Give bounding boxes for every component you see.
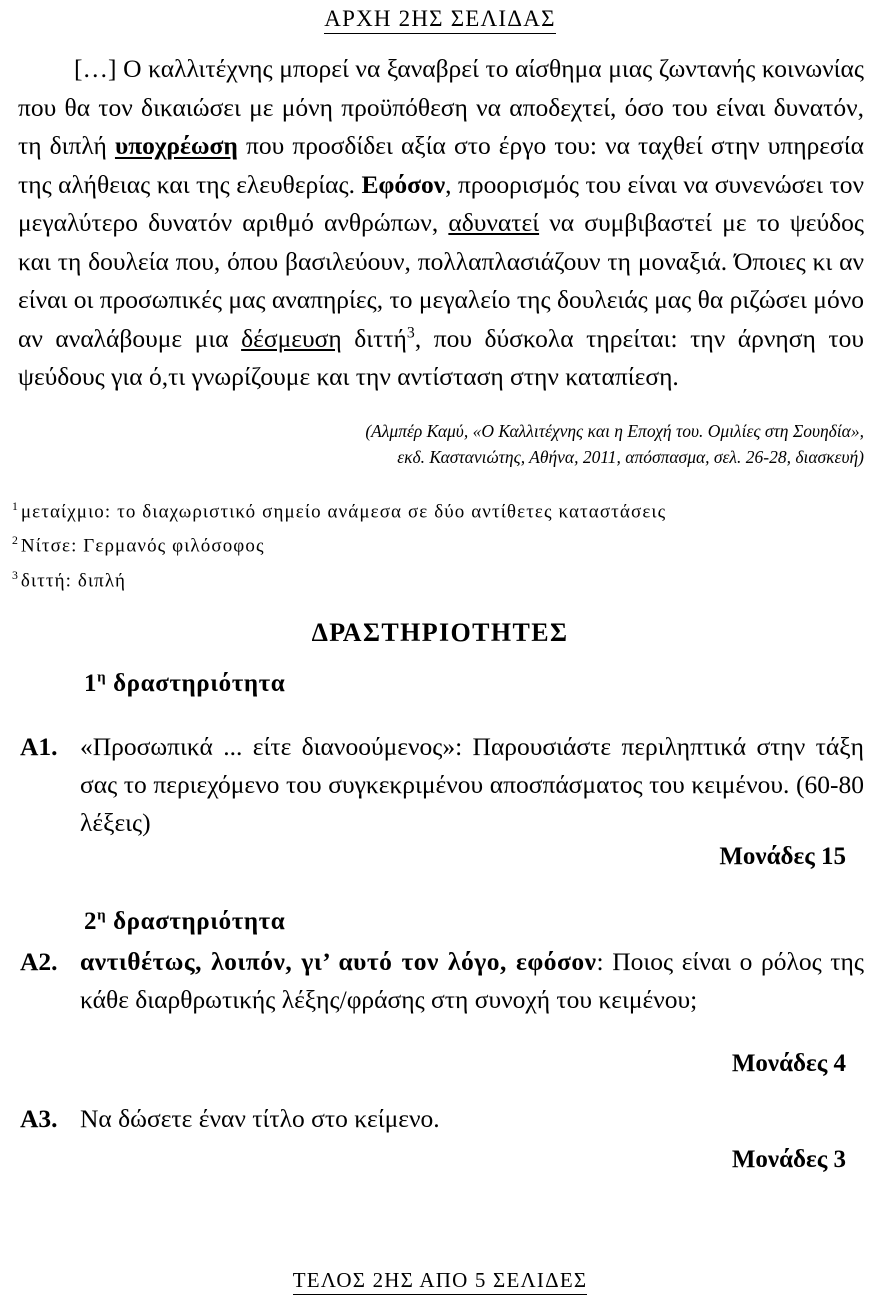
question-a2-bold-terms: αντιθέτως, λοιπόν, γι’ αυτό τον λόγο, εφόσον [80, 947, 597, 976]
footnote-text: διττή: διπλή [20, 569, 127, 591]
extract-underline-desmefsi: δέσμευση [241, 323, 342, 353]
question-a3 [20, 1100, 864, 1138]
source-citation [300, 418, 864, 470]
footnote-ref-3: 3 [406, 324, 415, 341]
activity-1-heading-word: δραστηριότητα [106, 670, 286, 697]
activity-2-heading [84, 908, 285, 936]
question-a2-label: Α2. [20, 947, 58, 976]
page-header [0, 6, 880, 32]
citation-line-2: εκδ. Καστανιώτης, Αθήνα, 2011, απόσπασμα, σελ. 26-28, διασκευή) [397, 447, 864, 467]
citation-line-1: (Αλμπέρ Καμύ, «Ο Καλλιτέχνης και η Εποχή του. Ομιλίες στη Σουηδία», [365, 421, 864, 441]
activity-1-ordinal-suffix: η [97, 669, 107, 686]
question-a2 [20, 943, 864, 1019]
activity-1-heading [84, 670, 285, 698]
question-a1-label: Α1. [20, 732, 58, 761]
page-header-text: ΑΡΧΗ 2ΗΣ ΣΕΛΙΔΑΣ [324, 6, 555, 34]
marks-a2: Μονάδες 4 [731, 1050, 846, 1077]
extract-part-5: διττή [341, 323, 407, 353]
footnote-item [12, 492, 842, 526]
activity-2-number: 2 [84, 908, 98, 935]
activities-section-title: ΔΡΑΣΤΗΡΙΟΤΗΤΕΣ [311, 618, 569, 647]
extract-bold-efoson: Εφόσον [361, 169, 446, 199]
footnote-marker: 3 [12, 568, 18, 582]
extract-part-2: που προσδίδει αξία στο έργο του: να ταχθεί στην υπηρεσία της αλήθειας και της ελευθερίας. [18, 131, 864, 199]
footnote-item [12, 526, 842, 560]
footnote-text: μεταίχμιο: το διαχωριστικό σημείο ανάμεσα σε δύο αντίθετες καταστάσεις [20, 501, 667, 523]
activity-2-heading-word: δραστηριότητα [106, 908, 286, 935]
extract-bold-underline-ypochreosi: υποχρέωση [114, 131, 238, 160]
footnotes-list [12, 492, 842, 595]
footnote-marker: 2 [12, 534, 18, 548]
footnote-marker: 1 [12, 500, 18, 513]
source-text-extract [18, 50, 864, 397]
page-footer [0, 1268, 880, 1293]
footnote-item [12, 561, 842, 595]
extract-part-1: […] Ο καλλιτέχνης μπορεί να ξαναβρεί το αίσθημα μιας ζωντανής κοινωνίας που θα τον δικαιώσει με μόνη προϋπόθεση να αποδεχτεί, όσο του είναι δυνατόν, τη διπλή [18, 54, 864, 160]
question-a1 [20, 728, 864, 842]
page-footer-text: ΤΕΛΟΣ 2ΗΣ ΑΠΟ 5 ΣΕΛΙΔΕΣ [293, 1268, 588, 1295]
question-a2-text: : Ποιος είναι ο ρόλος της κάθε διαρθρωτικής λέξης/φράσης στη συνοχή του κειμένου; [80, 947, 864, 1014]
extract-part-4: να συμβιβαστεί με το ψεύδος και τη δουλεία που, όπου βασιλεύουν, πολλαπλασιάζουν τη μοναξιά. Όποιες κι αν είναι οι προσωπικές μας αναπηρίες, το μεγαλείο της δουλειάς μας θα ριζώσει μόνο αν αναλάβουμε μια [18, 208, 864, 353]
question-a1-text: «Προσωπικά ... είτε διανοούμενος»: Παρουσιάστε περιληπτικά στην τάξη σας το περιεχόμενο του συγκεκριμένου αποσπάσματος του κειμένου. (60-80 λέξεις) [80, 732, 864, 837]
question-a3-text: Να δώσετε έναν τίτλο στο κείμενο. [80, 1104, 440, 1133]
marks-a3: Μονάδες 3 [731, 1146, 846, 1173]
extract-part-6: , που δύσκολα τηρείται: την άρνηση του ψεύδους για ό,τι γνωρίζουμε και την αντίσταση στην καταπίεση. [18, 323, 864, 391]
footnote-text: Νίτσε: Γερμανός φιλόσοφος [20, 535, 265, 557]
marks-a1: Μονάδες 15 [719, 843, 846, 870]
question-a3-label: Α3. [20, 1104, 58, 1133]
extract-underline-adynatei: αδυνατεί [448, 208, 540, 237]
activity-2-ordinal-suffix: η [97, 907, 107, 924]
extract-part-3: , προορισμός του είναι να συνενώσει τον μεγαλύτερο δυνατόν αριθμό ανθρώπων, [18, 169, 864, 237]
activity-1-number: 1 [84, 670, 98, 697]
